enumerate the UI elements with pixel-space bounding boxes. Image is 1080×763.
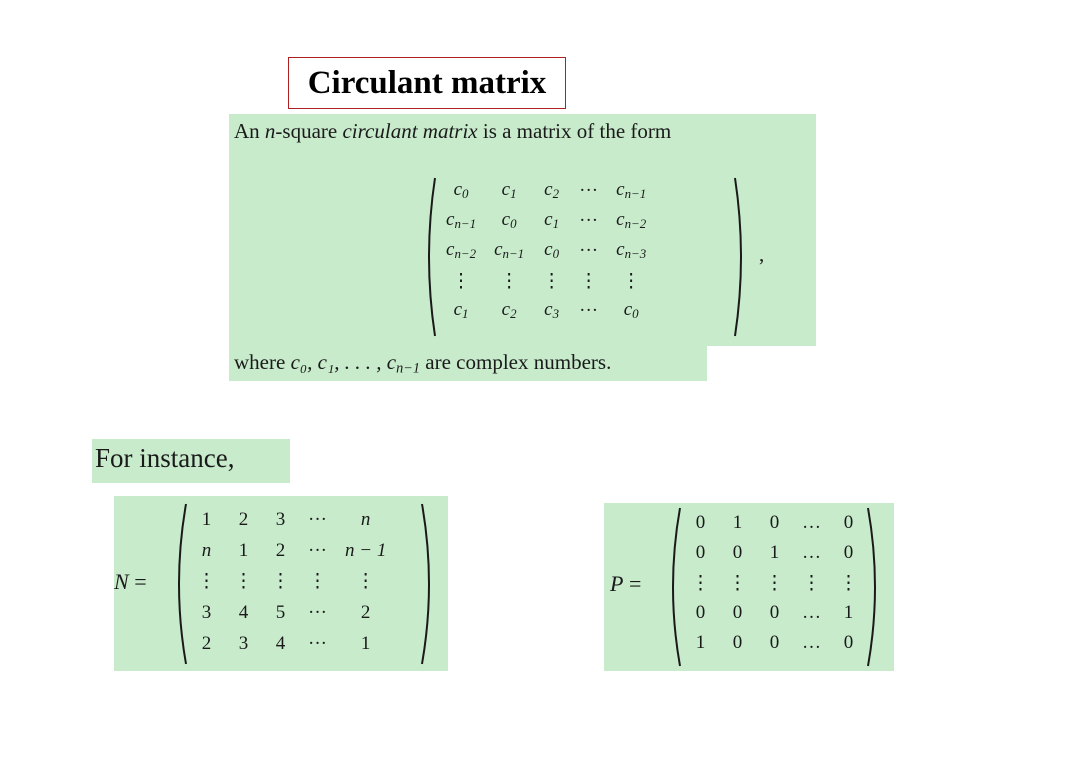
intro-rest: is a matrix of the form: [482, 119, 672, 143]
matrix-cell: 0: [732, 602, 743, 623]
n-left-paren: [170, 502, 188, 666]
matrix-cell: ···: [308, 632, 327, 654]
matrix-row: [682, 628, 867, 658]
matrix-cell: 0: [843, 512, 854, 533]
matrix-cell: $c_1$: [501, 179, 517, 202]
matrix-cell: $c_{n-1}$: [446, 209, 477, 232]
matrix-cell: 1: [238, 539, 249, 561]
matrix-cell: n: [360, 508, 371, 530]
matrix-row: [437, 296, 655, 326]
matrix-n-panel: [114, 496, 448, 671]
matrix-cell: ⋮: [308, 571, 327, 592]
matrix-cell: …: [802, 602, 821, 623]
matrix-cell: 0: [843, 542, 854, 563]
p-right-paren: [866, 506, 884, 668]
matrix-cell: …: [802, 512, 821, 533]
matrix-cell: ⋮: [197, 571, 216, 592]
matrix-cell: 1: [769, 542, 780, 563]
matrix-cell: $c_0$: [501, 209, 517, 232]
matrix-cell: ···: [579, 180, 599, 201]
matrix-cell: $c_3$: [544, 299, 560, 322]
matrix-row: [188, 628, 395, 659]
matrix-cell: 0: [769, 632, 780, 653]
matrix-cell: ⋮: [579, 270, 599, 292]
matrix-cell: ⋮: [499, 270, 519, 292]
matrix-row: [188, 597, 395, 628]
matrix-cell: n − 1: [345, 539, 387, 561]
matrix-cell: 0: [732, 632, 743, 653]
matrix-cell: ⋮: [621, 270, 641, 292]
matrix-cell: 1: [843, 602, 854, 623]
outro-vars: c₀, c₁, . . . , c: [290, 350, 397, 374]
matrix-cell: 0: [695, 602, 706, 623]
matrix-cell: 0: [843, 632, 854, 653]
matrix-cell: ⋮: [802, 572, 821, 594]
matrix-cell: ···: [308, 508, 327, 530]
intro-term: circulant matrix: [342, 119, 478, 143]
matrix-row: [682, 538, 867, 568]
matrix-row: [682, 508, 867, 538]
matrix-cell: $c_0$: [623, 299, 639, 322]
matrix-row: [188, 504, 395, 535]
matrix-row: [437, 176, 655, 206]
matrix-n: [188, 504, 395, 659]
matrix-cell: ⋮: [728, 572, 747, 594]
outro-rest: are complex numbers.: [425, 350, 612, 374]
instance-panel: [92, 439, 290, 483]
circulant-matrix: [437, 176, 655, 326]
matrix-cell: ···: [308, 601, 327, 623]
instance-label: For instance,: [95, 443, 235, 473]
matrix-cell: $c_0$: [544, 239, 560, 262]
matrix-cell: ···: [579, 240, 599, 261]
matrix-p: [682, 508, 867, 658]
matrix-cell: 0: [769, 512, 780, 533]
matrix-cell: $c_2$: [501, 299, 517, 322]
matrix-cell: $c_{n-1}$: [616, 179, 647, 202]
matrix-cell: 0: [732, 542, 743, 563]
matrix-row: [188, 566, 395, 597]
matrix-cell: $c_{n-2}$: [446, 239, 477, 262]
matrix-cell: $c_{n-2}$: [616, 209, 647, 232]
matrix-p-label: P =: [610, 571, 642, 596]
matrix-cell: 1: [695, 632, 706, 653]
matrix-cell: 3: [201, 601, 212, 623]
matrix-cell: ⋮: [234, 571, 253, 592]
matrix-row: [437, 236, 655, 266]
outro-where: where: [234, 350, 286, 374]
matrix-row: [437, 206, 655, 236]
matrix-cell: n: [201, 539, 212, 561]
left-paren: [421, 176, 437, 338]
matrix-row: [682, 568, 867, 598]
outro-sub: n−1: [396, 360, 421, 377]
matrix-cell: ⋮: [839, 572, 858, 594]
matrix-cell: $c_2$: [544, 179, 560, 202]
matrix-cell: ⋮: [271, 571, 290, 592]
matrix-cell: 1: [732, 512, 743, 533]
title-box: [288, 57, 566, 109]
p-left-paren: [664, 506, 682, 668]
matrix-n-label: N =: [114, 569, 147, 594]
matrix-cell: $c_0$: [453, 179, 469, 202]
matrix-cell: 0: [695, 542, 706, 563]
matrix-cell: $c_{n-1}$: [494, 239, 525, 262]
right-paren: [733, 176, 749, 338]
matrix-cell: $c_{n-3}$: [616, 239, 647, 262]
matrix-cell: ⋮: [542, 270, 562, 292]
matrix-cell: …: [802, 632, 821, 653]
matrix-cell: 3: [275, 508, 286, 530]
definition-outro-panel: [229, 346, 707, 381]
matrix-cell: ⋮: [451, 270, 471, 292]
matrix-row: [682, 598, 867, 628]
matrix-row: [437, 266, 655, 296]
matrix-cell: $c_1$: [453, 299, 469, 322]
matrix-cell: ⋮: [765, 572, 784, 594]
definition-outro: [234, 350, 611, 378]
matrix-p-panel: [604, 503, 894, 671]
page-title: Circulant matrix: [307, 64, 547, 101]
definition-panel: [229, 114, 816, 346]
matrix-cell: 0: [695, 512, 706, 533]
matrix-cell: 3: [238, 632, 249, 654]
matrix-cell: ···: [308, 539, 327, 561]
matrix-cell: 2: [275, 539, 286, 561]
matrix-cell: 2: [201, 632, 212, 654]
matrix-cell: 1: [201, 508, 212, 530]
matrix-row: [188, 535, 395, 566]
n-right-paren: [420, 502, 438, 666]
matrix-cell: 0: [769, 602, 780, 623]
trailing-comma: ,: [759, 242, 765, 266]
matrix-cell: ⋮: [356, 571, 376, 592]
intro-an: An: [234, 119, 260, 143]
matrix-cell: 4: [238, 601, 249, 623]
matrix-cell: ⋮: [691, 572, 710, 594]
definition-intro: [234, 119, 671, 144]
matrix-cell: ···: [579, 210, 599, 231]
matrix-cell: 5: [275, 601, 286, 623]
intro-square: -square: [275, 119, 338, 143]
matrix-cell: 1: [360, 632, 371, 654]
matrix-cell: ···: [579, 300, 599, 321]
matrix-cell: …: [802, 542, 821, 563]
matrix-cell: 2: [238, 508, 249, 530]
matrix-cell: $c_1$: [544, 209, 560, 232]
matrix-cell: 2: [360, 601, 371, 623]
intro-n: n: [264, 119, 276, 143]
matrix-cell: 4: [275, 632, 286, 654]
